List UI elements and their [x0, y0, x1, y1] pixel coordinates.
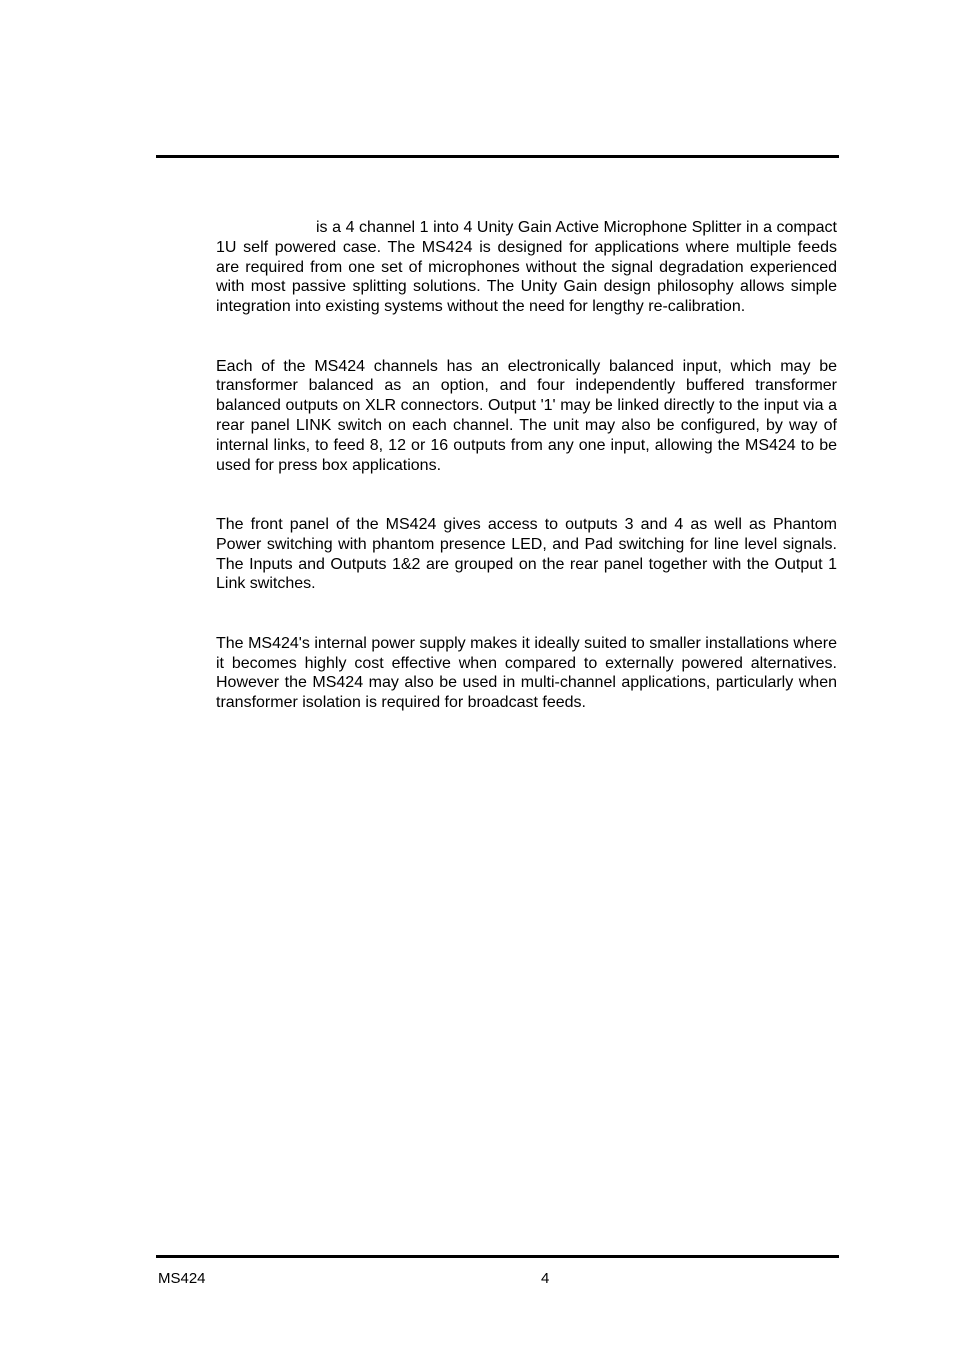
footer-page-number: 4: [541, 1270, 550, 1287]
body-text: [216, 218, 837, 753]
paragraph-front-panel: The front panel of the MS424 gives access to outputs 3 and 4 as well as Phantom Power switching with phantom presence LED, and Pad switching for line level signals. The Inputs and Outputs 1&2 are grouped on the rear panel together with the Output 1 Link switches.: [216, 515, 837, 593]
header-rule: [156, 155, 839, 158]
footer-model: MS424: [158, 1270, 206, 1287]
footer-rule: [156, 1255, 839, 1258]
paragraph-power-supply: The MS424's internal power supply makes it ideally suited to smaller installations where it becomes highly cost effective when compared to externally powered alternatives. However the MS424 may also be used in multi-channel applications, particularly when transformer isolation is required for broadcast feeds.: [216, 634, 837, 712]
paragraph-intro-text: is a 4 channel 1 into 4 Unity Gain Active Microphone Splitter in a compact 1U self powered case. The MS424 is designed for applications where multiple feeds are required from one set of microphones without the signal degradation experienced with most passive splitting solutions. The Unity Gain design philosophy allows simple integration into existing systems without the need for lengthy re-calibration.: [216, 219, 837, 316]
paragraph-intro: [216, 218, 837, 317]
paragraph-channels: Each of the MS424 channels has an electronically balanced input, which may be transformer balanced as an option, and four independently buffered transformer balanced outputs on XLR connectors. Output '1' may be linked directly to the input via a rear panel LINK switch on each channel. The unit may also be configured, by way of internal links, to feed 8, 12 or 16 outputs from any one input, allowing the MS424 to be used for press box applications.: [216, 357, 837, 474]
